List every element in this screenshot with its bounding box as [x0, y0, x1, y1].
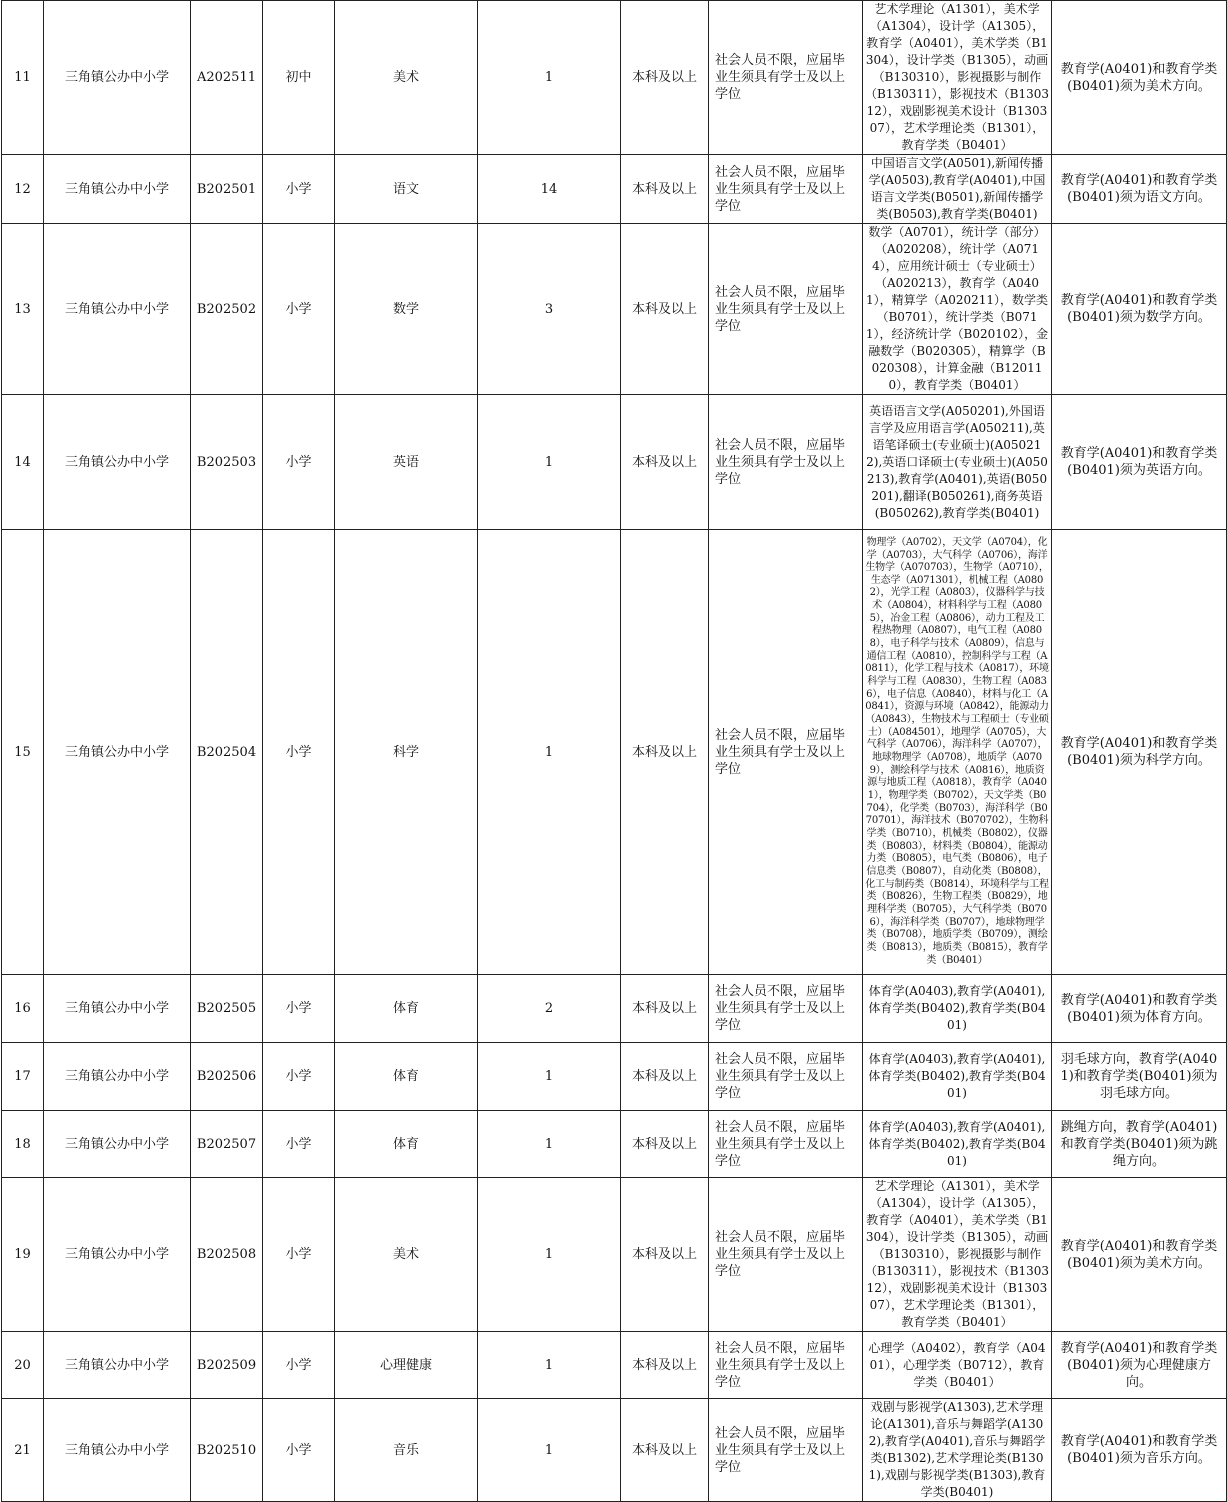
- employer-unit: 三角镇公办中小学: [44, 155, 191, 224]
- school-level: 小学: [263, 1111, 335, 1178]
- employer-unit: 三角镇公办中小学: [44, 975, 191, 1043]
- table-row: [2, 530, 1227, 975]
- hiring-count: 1: [478, 1399, 621, 1502]
- subject: 语文: [335, 155, 478, 224]
- remarks: 教育学(A0401)和教育学类(B0401)须为音乐方向。: [1052, 1399, 1227, 1502]
- subject: 数学: [335, 224, 478, 395]
- hiring-count: 1: [478, 530, 621, 975]
- hiring-count: 1: [478, 1111, 621, 1178]
- major-requirements: 艺术学理论（A1301），美术学（A1304），设计学（A1305），教育学（A0401），美术学类（B1304），设计学类（B1305），动画（B130310），影视摄影与制作（B130311），影视技术（B130312），戏剧影视美术设计（B130307），艺术学理论类（B1301），教育学类（B0401）: [863, 1178, 1052, 1332]
- school-level: 小学: [263, 1043, 335, 1111]
- position-code: B202503: [191, 395, 263, 530]
- school-level: 小学: [263, 395, 335, 530]
- major-requirements: 艺术学理论（A1301），美术学（A1304），设计学（A1305），教育学（A0401），美术学类（B1304），设计学类（B1305），动画（B130310），影视摄影与制作（B130311），影视技术（B130312），戏剧影视美术设计（B130307），艺术学理论类（B1301），教育学类（B0401）: [863, 1, 1052, 155]
- education-level: 本科及以上: [621, 1178, 709, 1332]
- school-level: 小学: [263, 155, 335, 224]
- education-level: 本科及以上: [621, 224, 709, 395]
- remarks: 羽毛球方向，教育学(A0401)和教育学类(B0401)须为羽毛球方向。: [1052, 1043, 1227, 1111]
- table-row: [2, 1332, 1227, 1399]
- table-row: [2, 395, 1227, 530]
- hiring-count: 1: [478, 1178, 621, 1332]
- school-level: 小学: [263, 1178, 335, 1332]
- position-code: B202505: [191, 975, 263, 1043]
- degree-requirement: 社会人员不限，应届毕业生须具有学士及以上学位: [709, 224, 863, 395]
- employer-unit: 三角镇公办中小学: [44, 530, 191, 975]
- degree-requirement: 社会人员不限，应届毕业生须具有学士及以上学位: [709, 395, 863, 530]
- subject: 科学: [335, 530, 478, 975]
- remarks: 教育学(A0401)和教育学类(B0401)须为美术方向。: [1052, 1178, 1227, 1332]
- education-level: 本科及以上: [621, 1, 709, 155]
- education-level: 本科及以上: [621, 975, 709, 1043]
- subject: 心理健康: [335, 1332, 478, 1399]
- row-number: 16: [2, 975, 44, 1043]
- major-requirements: 数学（A0701），统计学（部分）（A020208），统计学（A0714），应用统计硕士（专业硕士）（A020213），教育学（A0401），精算学（A020211），数学类（B0701），统计学类（B0711），经济统计学（B020102），金融数学（B020305），精算学（B020308），计算金融（B120110），教育学类（B0401）: [863, 224, 1052, 395]
- degree-requirement: 社会人员不限，应届毕业生须具有学士及以上学位: [709, 975, 863, 1043]
- subject: 体育: [335, 975, 478, 1043]
- degree-requirement: 社会人员不限，应届毕业生须具有学士及以上学位: [709, 1332, 863, 1399]
- table-row: [2, 155, 1227, 224]
- employer-unit: 三角镇公办中小学: [44, 1178, 191, 1332]
- major-requirements: 戏剧与影视学(A1303),艺术学理论(A1301),音乐与舞蹈学(A1302),教育学(A0401),音乐与舞蹈学类(B1302),艺术学理论类(B1301),戏剧与影视学类(B1303),教育学类(B0401): [863, 1399, 1052, 1502]
- table-row: [2, 1399, 1227, 1502]
- employer-unit: 三角镇公办中小学: [44, 224, 191, 395]
- employer-unit: 三角镇公办中小学: [44, 1043, 191, 1111]
- school-level: 小学: [263, 1332, 335, 1399]
- school-level: 小学: [263, 224, 335, 395]
- subject: 体育: [335, 1111, 478, 1178]
- employer-unit: 三角镇公办中小学: [44, 395, 191, 530]
- table-row: [2, 1, 1227, 155]
- school-level: 小学: [263, 1399, 335, 1502]
- table-row: [2, 224, 1227, 395]
- major-requirements: 体育学(A0403),教育学(A0401),体育学类(B0402),教育学类(B0401): [863, 1111, 1052, 1178]
- education-level: 本科及以上: [621, 1111, 709, 1178]
- position-code: B202510: [191, 1399, 263, 1502]
- major-requirements: 中国语言文学(A0501),新闻传播学(A0503),教育学(A0401),中国语言文学类(B0501),新闻传播学类(B0503),教育学类(B0401): [863, 155, 1052, 224]
- major-requirements: 心理学（A0402），教育学（A0401），心理学类（B0712），教育学类（B0401）: [863, 1332, 1052, 1399]
- row-number: 18: [2, 1111, 44, 1178]
- subject: 英语: [335, 395, 478, 530]
- row-number: 13: [2, 224, 44, 395]
- education-level: 本科及以上: [621, 1399, 709, 1502]
- school-level: 小学: [263, 530, 335, 975]
- employer-unit: 三角镇公办中小学: [44, 1, 191, 155]
- major-requirements: 英语语言文学(A050201),外国语言学及应用语言学(A050211),英语笔译硕士(专业硕士)(A050212),英语口译硕士(专业硕士)(A050213),教育学(A0401),英语(B050201),翻译(B050261),商务英语(B050262),教育学类(B0401): [863, 395, 1052, 530]
- position-code: B202508: [191, 1178, 263, 1332]
- remarks: 教育学(A0401)和教育学类(B0401)须为心理健康方向。: [1052, 1332, 1227, 1399]
- row-number: 15: [2, 530, 44, 975]
- remarks: 教育学(A0401)和教育学类(B0401)须为数学方向。: [1052, 224, 1227, 395]
- degree-requirement: 社会人员不限，应届毕业生须具有学士及以上学位: [709, 1111, 863, 1178]
- row-number: 17: [2, 1043, 44, 1111]
- education-level: 本科及以上: [621, 1332, 709, 1399]
- major-requirements: 体育学(A0403),教育学(A0401),体育学类(B0402),教育学类(B0401): [863, 975, 1052, 1043]
- major-requirements: 物理学（A0702），天文学（A0704），化学（A0703），大气科学（A0706），海洋生物学（A070703），生物学（A0710），生态学（A071301），机械工程（A0802），光学工程（A0803），仪器科学与技术（A0804），材料科学与工程（A0805），冶金工程（A0806），动力工程及工程热物理（A0807），电气工程（A0808），电子科学与技术（A0809），信息与通信工程（A0810），控制科学与工程（A0811），化学工程与技术（A0817），环境科学与工程（A0830），生物工程（A0836），电子信息（A0840），材料与化工（A0841），资源与环境（A0842），能源动力（A0843），生物技术与工程硕士（专业硕士）（A084501），地理学（A0705），大气科学（A0706），海洋科学（A0707），地球物理学（A0708），地质学（A0709），测绘科学与技术（A0816），地质资源与地质工程（A0818），教育学（A0401），物理学类（B0702），天文学类（B0704），化学类（B0703），海洋科学（B070701），海洋技术（B070702），生物科学类（B0710），机械类（B0802），仪器类（B0803），材料类（B0804），能源动力类（B0805），电气类（B0806），电子信息类（B0807），自动化类（B0808），化工与制药类（B0814），环境科学与工程类（B0826），生物工程类（B0829），地理科学类（B0705），大气科学类（B0706），海洋科学类（B0707），地球物理学类（B0708），地质学类（B0709），测绘类（B0813），地质类（B0815），教育学类（B0401）: [863, 530, 1052, 975]
- row-number: 14: [2, 395, 44, 530]
- position-code: B202506: [191, 1043, 263, 1111]
- degree-requirement: 社会人员不限，应届毕业生须具有学士及以上学位: [709, 1, 863, 155]
- employer-unit: 三角镇公办中小学: [44, 1332, 191, 1399]
- subject: 美术: [335, 1, 478, 155]
- degree-requirement: 社会人员不限，应届毕业生须具有学士及以上学位: [709, 530, 863, 975]
- subject: 美术: [335, 1178, 478, 1332]
- remarks: 教育学(A0401)和教育学类(B0401)须为体育方向。: [1052, 975, 1227, 1043]
- remarks: 教育学(A0401)和教育学类(B0401)须为美术方向。: [1052, 1, 1227, 155]
- position-code: A202511: [191, 1, 263, 155]
- hiring-count: 14: [478, 155, 621, 224]
- position-code: B202502: [191, 224, 263, 395]
- hiring-count: 3: [478, 224, 621, 395]
- hiring-count: 1: [478, 1332, 621, 1399]
- table-row: [2, 1043, 1227, 1111]
- degree-requirement: 社会人员不限，应届毕业生须具有学士及以上学位: [709, 1178, 863, 1332]
- degree-requirement: 社会人员不限，应届毕业生须具有学士及以上学位: [709, 1043, 863, 1111]
- position-code: B202501: [191, 155, 263, 224]
- school-level: 初中: [263, 1, 335, 155]
- hiring-count: 2: [478, 975, 621, 1043]
- position-code: B202504: [191, 530, 263, 975]
- row-number: 21: [2, 1399, 44, 1502]
- row-number: 19: [2, 1178, 44, 1332]
- major-requirements: 体育学(A0403),教育学(A0401),体育学类(B0402),教育学类(B0401): [863, 1043, 1052, 1111]
- hiring-count: 1: [478, 395, 621, 530]
- employer-unit: 三角镇公办中小学: [44, 1111, 191, 1178]
- remarks: 教育学(A0401)和教育学类(B0401)须为科学方向。: [1052, 530, 1227, 975]
- hiring-count: 1: [478, 1043, 621, 1111]
- row-number: 20: [2, 1332, 44, 1399]
- school-level: 小学: [263, 975, 335, 1043]
- education-level: 本科及以上: [621, 395, 709, 530]
- subject: 音乐: [335, 1399, 478, 1502]
- position-code: B202509: [191, 1332, 263, 1399]
- degree-requirement: 社会人员不限，应届毕业生须具有学士及以上学位: [709, 155, 863, 224]
- remarks: 跳绳方向，教育学(A0401)和教育学类(B0401)须为跳绳方向。: [1052, 1111, 1227, 1178]
- position-code: B202507: [191, 1111, 263, 1178]
- degree-requirement: 社会人员不限，应届毕业生须具有学士及以上学位: [709, 1399, 863, 1502]
- remarks: 教育学(A0401)和教育学类(B0401)须为语文方向。: [1052, 155, 1227, 224]
- subject: 体育: [335, 1043, 478, 1111]
- table-row: [2, 1178, 1227, 1332]
- education-level: 本科及以上: [621, 530, 709, 975]
- education-level: 本科及以上: [621, 1043, 709, 1111]
- row-number: 11: [2, 1, 44, 155]
- row-number: 12: [2, 155, 44, 224]
- table-row: [2, 1111, 1227, 1178]
- employer-unit: 三角镇公办中小学: [44, 1399, 191, 1502]
- recruitment-table: [1, 0, 1227, 1502]
- hiring-count: 1: [478, 1, 621, 155]
- education-level: 本科及以上: [621, 155, 709, 224]
- remarks: 教育学(A0401)和教育学类(B0401)须为英语方向。: [1052, 395, 1227, 530]
- table-row: [2, 975, 1227, 1043]
